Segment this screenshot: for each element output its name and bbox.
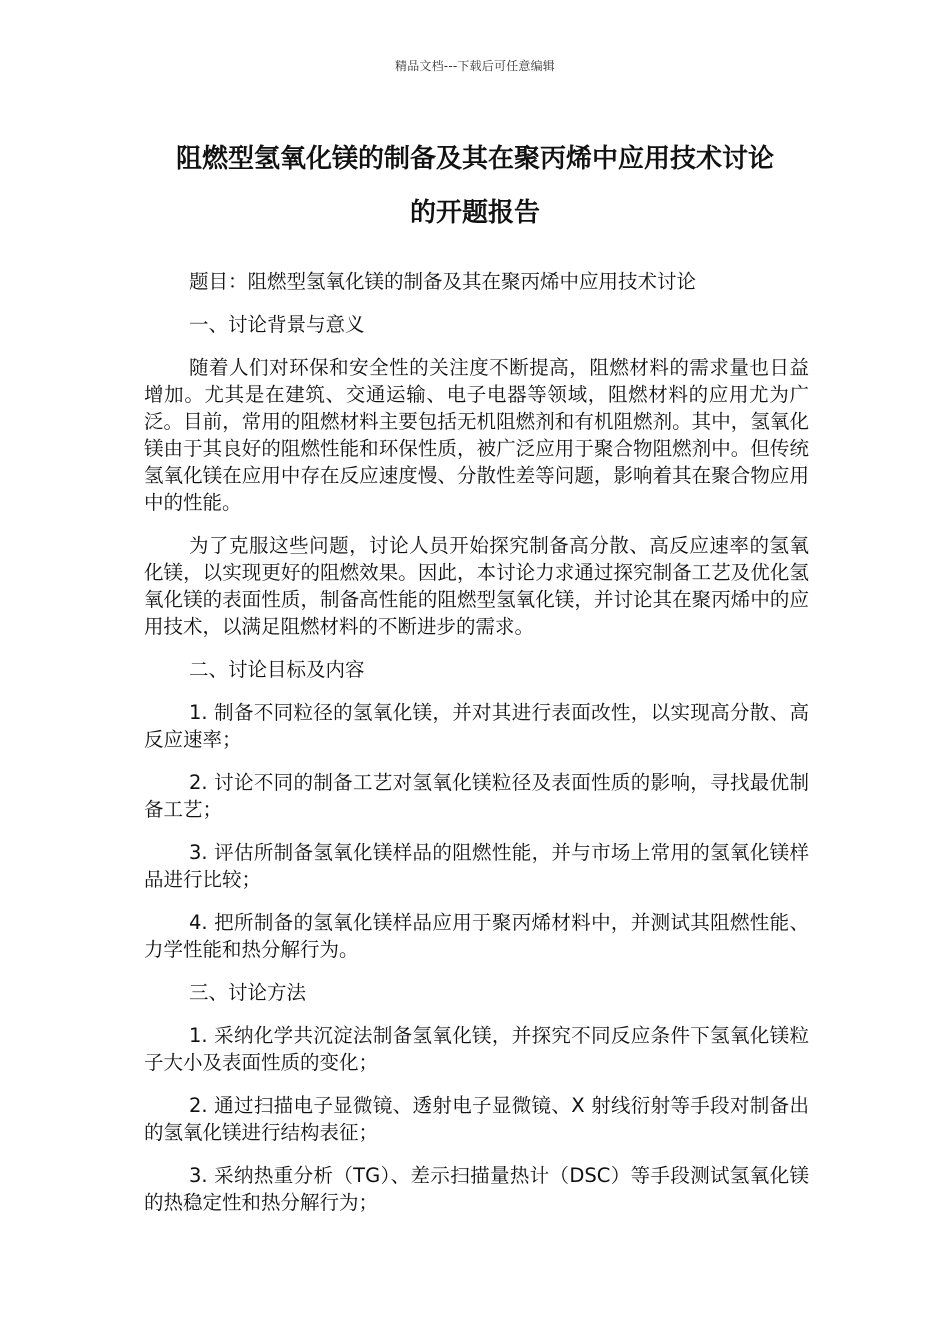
method-item-1: 1. 采纳化学共沉淀法制备氢氧化镁，并探究不同反应条件下氢氧化镁粒子大小及表面性质的变化； bbox=[144, 1024, 809, 1074]
objective-item-2: 2. 讨论不同的制备工艺对氢氧化镁粒径及表面性质的影响，寻找最优制备工艺； bbox=[144, 771, 809, 821]
paragraph-background-1: 随着人们对环保和安全性的关注度不断提高，阻燃材料的需求量也日益增加。尤其是在建筑、交通运输、电子电器等领域，阻燃材料的应用尤为广泛。目前，常用的阻燃材料主要包括无机阻燃剂和有机阻燃剂。其中，氢氧化镁由于其良好的阻燃性能和环保性质，被广泛应用于聚合物阻燃剂中。但传统氢氧化镁在应用中存在反应速度慢、分散性差等问题，影响着其在聚合物应用中的性能。 bbox=[144, 356, 809, 514]
document-body bbox=[144, 268, 809, 1232]
section-heading-objectives: 二、讨论目标及内容 bbox=[189, 658, 365, 681]
method-item-3: 3. 采纳热重分析（TG）、差示扫描量热计（DSC）等手段测试氢氧化镁的热稳定性和热分解行为； bbox=[144, 1164, 809, 1214]
objective-item-1: 1. 制备不同粒径的氢氧化镁，并对其进行表面改性，以实现高分散、高反应速率； bbox=[144, 701, 809, 751]
paragraph-background-2: 为了克服这些问题，讨论人员开始探究制备高分散、高反应速率的氢氧化镁，以实现更好的阻燃效果。因此，本讨论力求通过探究制备工艺及优化氢氧化镁的表面性质，制备高性能的阻燃型氢氧化镁，并讨论其在聚丙烯中的应用技术，以满足阻燃材料的不断进步的需求。 bbox=[144, 534, 809, 638]
section-heading-background: 一、讨论背景与意义 bbox=[189, 313, 365, 336]
section-heading-methods: 三、讨论方法 bbox=[189, 981, 307, 1004]
document-title-line-1: 阻燃型氢氧化镁的制备及其在聚丙烯中应用技术讨论 bbox=[175, 144, 774, 174]
objective-item-4: 4. 把所制备的氢氧化镁样品应用于聚丙烯材料中，并测试其阻燃性能、力学性能和热分解行为。 bbox=[144, 911, 809, 961]
header-note: 精品文档---下载后可任意编辑 bbox=[395, 59, 555, 73]
topic-line: 题目：阻燃型氢氧化镁的制备及其在聚丙烯中应用技术讨论 bbox=[189, 270, 697, 293]
document-title-line-2: 的开题报告 bbox=[409, 198, 540, 228]
objective-item-3: 3. 评估所制备氢氧化镁样品的阻燃性能，并与市场上常用的氢氧化镁样品进行比较； bbox=[144, 841, 809, 891]
method-item-2: 2. 通过扫描电子显微镜、透射电子显微镜、X 射线衍射等手段对制备出的氢氧化镁进行结构表征； bbox=[144, 1094, 809, 1144]
